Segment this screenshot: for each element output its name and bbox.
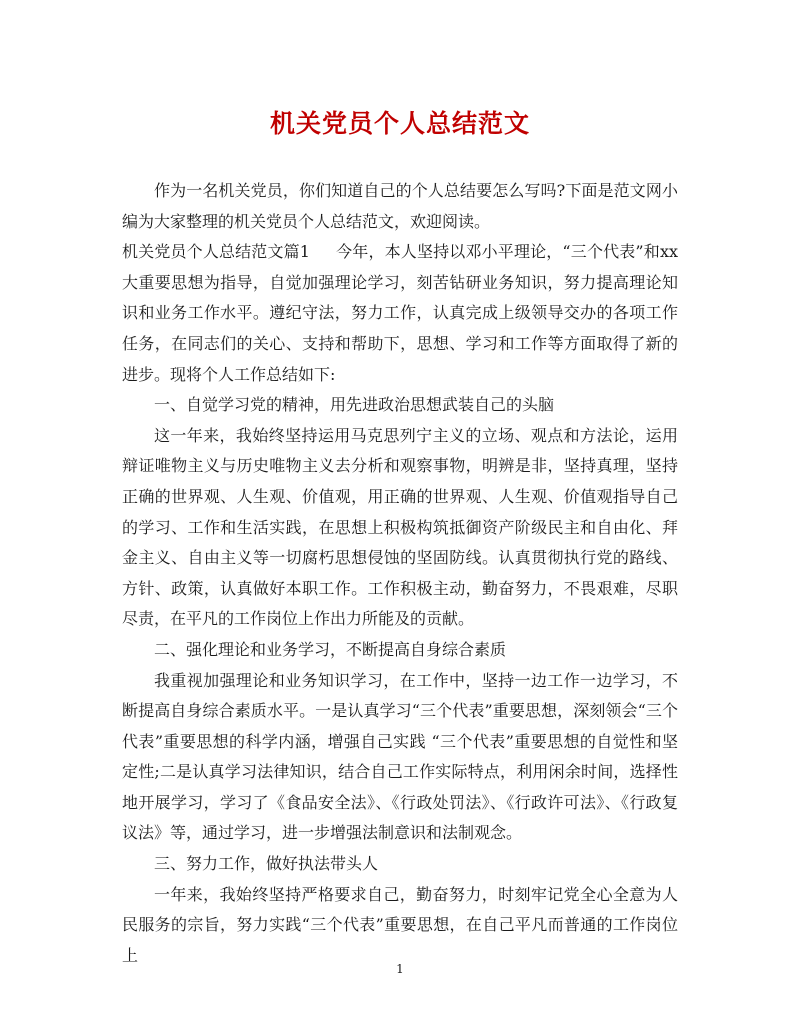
chapter-intro-text: 今年，本人坚持以邓小平理论，“三个代表”和xx大重要思想为指导，自觉加强理论学习，刻苦钻研业务知识，努力提高理论知识和业务工作水平。遵纪守法，努力工作，认真完成上级领导交办的各项工作任务，在同志们的关心、支持和帮助下，思想、学习和工作等方面取得了新的进步。现将个人工作总结如下: (122, 242, 678, 384)
chapter-heading: 机关党员个人总结范文篇1 (122, 242, 310, 262)
section-2-heading: 二、强化理论和业务学习，不断提高自身综合素质 (154, 639, 507, 659)
section-1-body: 这一年来，我始终坚持运用马克思列宁主义的立场、观点和方法论，运用辩证唯物主义与历史唯物主义去分析和观察事物，明辨是非，坚持真理，坚持正确的世界观、人生观、价值观，用正确的世界观、人生观、价值观指导自己的学习、工作和生活实践，在思想上积极构筑抵御资产阶级民主和自由化、拜金主义、自由主义等一切腐朽思想侵蚀的坚固防线。认真贯彻执行党的路线、方针、政策，认真做好本职工作。工作积极主动，勤奋努力，不畏艰难，尽职尽责，在平凡的工作岗位上作出力所能及的贡献。 (122, 425, 678, 629)
section-3-heading: 三、努力工作，做好执法带头人 (154, 854, 379, 874)
intro-paragraph: 作为一名机关党员，你们知道自己的个人总结要怎么写吗?下面是范文网小编为大家整理的机关党员个人总结范文，欢迎阅读。 (122, 181, 678, 231)
page-number: 1 (396, 962, 404, 976)
section-3-body: 一年来，我始终坚持严格要求自己，勤奋努力，时刻牢记党全心全意为人民服务的宗旨，努力实践“三个代表”重要思想，在自己平凡而普通的工作岗位上 (122, 884, 678, 965)
section-2-body: 我重视加强理论和业务知识学习，在工作中，坚持一边工作一边学习，不断提高自身综合素质水平。一是认真学习“三个代表”重要思想，深刻领会“三个代表”重要思想的科学内涵，增强自己实践 “三个代表”重要思想的自觉性和坚定性;二是认真学习法律知识，结合自己工作实际特点，利用闲余时间，选择性地开展学习，学习了《食品安全法》、《行政处罚法》、《行政许可法》、《行政复议法》等，通过学习，进一步增强法制意识和法制观念。 (122, 670, 678, 843)
chapter-paragraph (122, 237, 678, 390)
section-1-heading: 一、自觉学习党的精神，用先进政治思想武装自己的头脑 (154, 395, 555, 415)
document-body (122, 176, 678, 971)
document-title: 机关党员个人总结范文 (269, 109, 530, 138)
